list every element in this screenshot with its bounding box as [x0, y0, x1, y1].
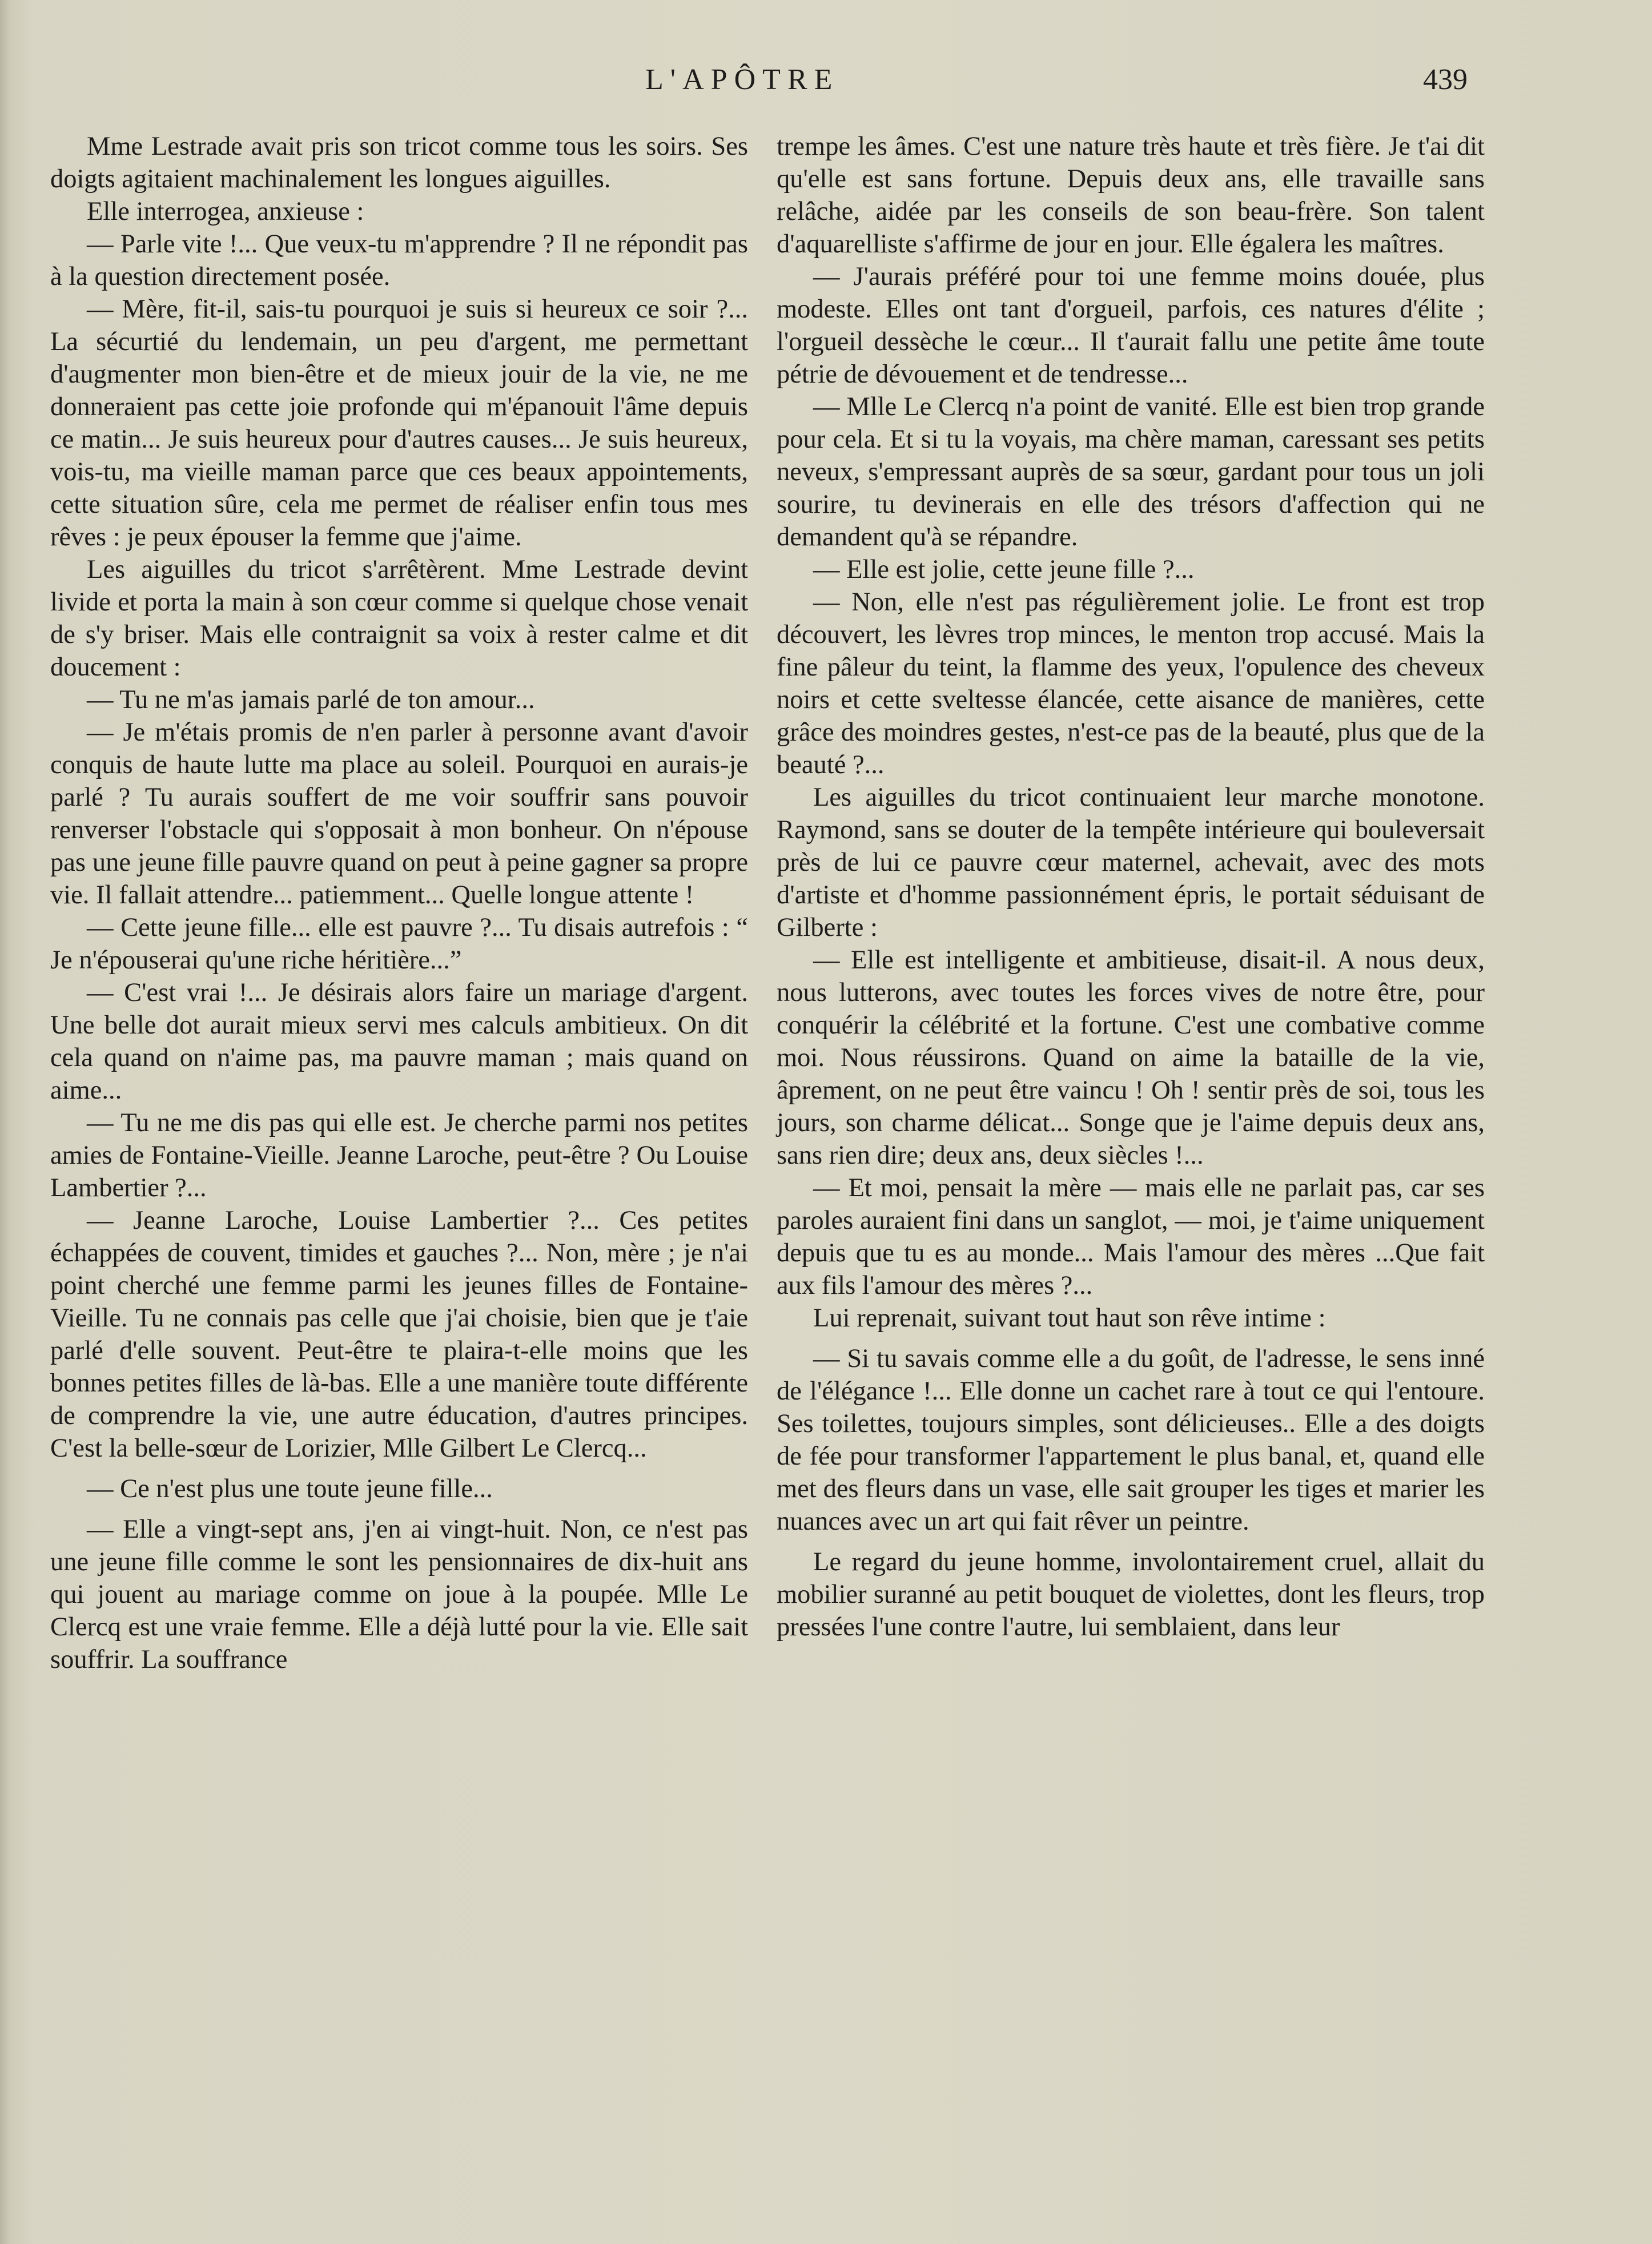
page-header: [0, 63, 1652, 103]
running-title: L'APÔTRE: [645, 63, 839, 96]
paragraph: — Tu ne me dis pas qui elle est. Je cherche parmi nos petites amies de Fontaine-Vieille. Jeanne Laroche, peut-être ? Ou Louise Lambertier ?...: [50, 1108, 748, 1203]
paragraph: Les aiguilles du tricot s'arrêtèrent. Mme Lestrade devint livide et porta la main à son cœur comme si quelque chose venait de s'y briser. Mais elle contraignit sa voix à rester calme et dit doucement :: [50, 555, 748, 682]
paragraph: — Parle vite !... Que veux-tu m'apprendre ? Il ne répondit pas à la question directement posée.: [50, 230, 748, 291]
page-number: 439: [1423, 63, 1468, 96]
right-column: [777, 130, 1485, 1643]
paragraph: — Je m'étais promis de n'en parler à personne avant d'avoir conquis de haute lutte ma place au soleil. Pourquoi en aurais-je parlé ? Tu aurais souffert de me voir souffrir sans pouvoir renverser l'obstacle qui s'opposait à mon bonheur. On n'épouse pas une jeune fille pauvre quand on peut à peine gagner sa propre vie. Il fallait attendre... patiemment... Quelle longue attente !: [50, 718, 748, 910]
paragraph: — Cette jeune fille... elle est pauvre ?... Tu disais autrefois : “ Je n'épouserai qu'une riche héritière...”: [50, 913, 748, 975]
paragraph: — Ce n'est plus une toute jeune fille...: [87, 1474, 493, 1503]
paragraph: — Elle est intelligente et ambitieuse, disait-il. A nous deux, nous lutterons, avec toutes les forces vives de notre être, pour conquérir la célébrité et la fortune. C'est une combative comme moi. Nous réussirons. Quand on aime la bataille de la vie, âprement, on ne peut être vaincu ! Oh ! sentir près de soi, tous les jours, son charme délicat... Songe que je l'aime depuis deux ans, sans rien dire; deux ans, deux siècles !...: [777, 946, 1485, 1170]
paragraph: — Elle est jolie, cette jeune fille ?...: [813, 555, 1195, 584]
paragraph: Lui reprenait, suivant tout haut son rêve intime :: [813, 1304, 1326, 1333]
paragraph: — Tu ne m'as jamais parlé de ton amour...: [87, 685, 535, 714]
paragraph: Elle interrogea, anxieuse :: [87, 197, 364, 226]
paragraph: — Elle a vingt-sept ans, j'en ai vingt-huit. Non, ce n'est pas une jeune fille comme le sont les pensionnaires de dix-huit ans qui jouent au mariage comme on joue à la poupée. Mlle Le Clercq est une vraie femme. Elle a déjà lutté pour la vie. Elle sait souffrir. La souffrance: [50, 1515, 748, 1674]
paragraph: trempe les âmes. C'est une nature très haute et très fière. Je t'ai dit qu'elle est sans fortune. Depuis deux ans, elle travaille sans relâche, aidée par les conseils de son beau-frère. Son talent d'aquarelliste s'affirme de jour en jour. Elle égalera les maîtres.: [777, 132, 1485, 259]
paragraph: Le regard du jeune homme, involontairement cruel, allait du mobilier suranné au petit bouquet de violettes, dont les fleurs, trop pressées l'une contre l'autre, lui semblaient, dans leur: [777, 1547, 1485, 1642]
paragraph: Les aiguilles du tricot continuaient leur marche monotone. Raymond, sans se douter de la tempête intérieure qui bouleversait près de lui ce pauvre cœur maternel, achevait, avec des mots d'artiste et d'homme passionnément épris, le portait séduisant de Gilberte :: [777, 783, 1485, 942]
paragraph: — Si tu savais comme elle a du goût, de l'adresse, le sens inné de l'élégance !... Elle donne un cachet rare à tout ce qui l'entoure. Ses toilettes, toujours simples, sont délicieuses.. Elle a des doigts de fée pour transformer l'appartement le plus banal, et, quand elle met des fleurs dans un vase, elle sait grouper les tiges et marier les nuances avec un art qui fait rêver un peintre.: [777, 1344, 1485, 1536]
paragraph: — Jeanne Laroche, Louise Lambertier ?... Ces petites échappées de couvent, timides et gauches ?... Non, mère ; je n'ai point cherché une femme parmi les jeunes filles de Fontaine-Vieille. Tu ne connais pas celle que j'ai choisie, bien que je t'aie parlé d'elle souvent. Peut-être te plaira-t-elle moins que les bonnes petites filles de là-bas. Elle a une manière toute différente de comprendre la vie, une autre éducation, d'autres principes. C'est la belle-sœur de Lorizier, Mlle Gilbert Le Clercq...: [50, 1206, 748, 1463]
paragraph: — Non, elle n'est pas régulièrement jolie. Le front est trop découvert, les lèvres trop minces, le menton trop accusé. Mais la fine pâleur du teint, la flamme des yeux, l'opulence des cheveux noirs et cette sveltesse élancée, cette aisance de manières, cette grâce des moindres gestes, n'est-ce pas de la beauté, plus que de la beauté ?...: [777, 588, 1485, 779]
paragraph: — Et moi, pensait la mère — mais elle ne parlait pas, car ses paroles auraient fini dans un sanglot, — moi, je t'aime uniquement depuis que tu es au monde... Mais l'amour des mères ...Que fait aux fils l'amour des mères ?...: [777, 1173, 1485, 1300]
paragraph: Mme Lestrade avait pris son tricot comme tous les soirs. Ses doigts agitaient machinalement les longues aiguilles.: [50, 132, 748, 194]
left-column: [50, 130, 748, 1676]
paragraph: — J'aurais préféré pour toi une femme moins douée, plus modeste. Elles ont tant d'orgueil, parfois, ces natures d'élite ; l'orgueil dessèche le cœur... Il t'aurait fallu une petite âme toute pétrie de dévouement et de tendresse...: [777, 262, 1485, 389]
paragraph: — Mère, fit-il, sais-tu pourquoi je suis si heureux ce soir ?... La sécurtié du lendemain, un peu d'argent, me permettant d'augmenter mon bien-être et de mieux jouir de la vie, ne me donneraient pas cette joie profonde qui m'épanouit l'âme depuis ce matin... Je suis heureux pour d'autres causes... Je suis heureux, vois-tu, ma vieille maman parce que ces beaux appointements, cette situation sûre, cela me permet de réaliser enfin tous mes rêves : je peux épouser la femme que j'aime.: [50, 295, 748, 552]
paragraph: — C'est vrai !... Je désirais alors faire un mariage d'argent. Une belle dot aurait mieux servi mes calculs ambitieux. On dit cela quand on n'aime pas, ma pauvre maman ; mais quand on aime...: [50, 978, 748, 1105]
paragraph: — Mlle Le Clercq n'a point de vanité. Elle est bien trop grande pour cela. Et si tu la voyais, ma chère maman, caressant ses petits neveux, s'empressant auprès de sa sœur, gardant pour tous un joli sourire, tu devinerais en elle des trésors d'affection qui ne demandent qu'à se répandre.: [777, 392, 1485, 552]
